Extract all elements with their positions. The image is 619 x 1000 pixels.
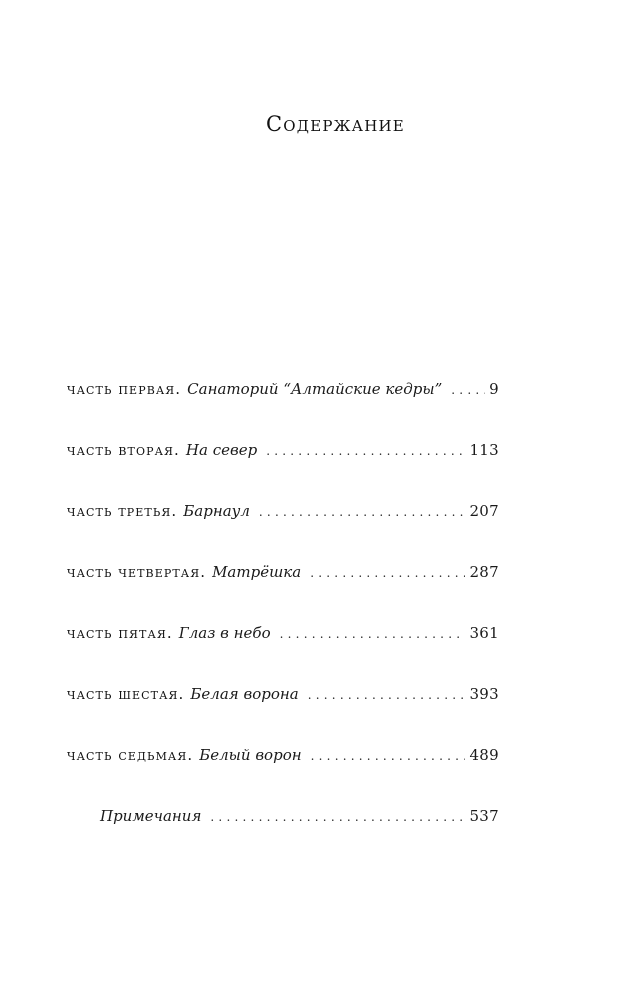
toc-entry-part-5[interactable]	[67, 614, 499, 675]
page-number: 207	[469, 502, 499, 520]
part-separator: .	[174, 441, 180, 459]
toc-entry-part-7[interactable]	[67, 736, 499, 797]
page-number: 9	[489, 380, 499, 398]
dot-leader	[266, 432, 465, 470]
page-number: 393	[469, 685, 499, 703]
part-label: часть вторая	[67, 441, 175, 459]
toc-entry-part-6[interactable]	[67, 675, 499, 736]
page-number: 489	[469, 746, 499, 764]
toc-entry-part-1[interactable]	[67, 370, 499, 431]
part-subtitle: Матрёшка	[212, 563, 302, 581]
part-separator: .	[166, 624, 173, 642]
part-subtitle: Барнаул	[183, 502, 250, 520]
page-number: 537	[469, 807, 499, 825]
dot-leader	[311, 737, 466, 775]
dot-leader	[210, 798, 465, 836]
part-subtitle: Белая ворона	[190, 685, 299, 703]
part-separator: .	[200, 563, 207, 581]
part-separator: .	[187, 746, 194, 764]
part-label: часть шестая	[67, 685, 179, 703]
part-separator: .	[175, 380, 182, 398]
toc-entry-part-4[interactable]	[67, 553, 499, 614]
toc-entry-part-3[interactable]	[67, 492, 499, 553]
toc-entry-notes[interactable]	[67, 797, 499, 858]
part-separator: .	[171, 502, 178, 520]
part-label: часть третья	[67, 502, 172, 520]
part-label: часть четвертая	[67, 563, 201, 581]
part-subtitle: Глаз в небо	[178, 624, 271, 642]
dot-leader	[451, 371, 485, 409]
dot-leader	[280, 615, 466, 653]
dot-leader	[259, 493, 466, 531]
page-number: 287	[469, 563, 499, 581]
table-of-contents	[67, 370, 499, 858]
part-separator: .	[178, 685, 185, 703]
part-label: часть седьмая	[67, 746, 188, 764]
part-subtitle: На север	[185, 441, 258, 459]
page-number: 113	[469, 441, 499, 459]
page-number: 361	[469, 624, 499, 642]
notes-label: Примечания	[100, 807, 202, 825]
toc-title: Содержание	[266, 112, 405, 136]
part-subtitle: Санаторий “Алтайские кедры”	[187, 380, 443, 398]
dot-leader	[310, 554, 465, 592]
part-label: часть первая	[67, 380, 176, 398]
toc-entry-part-2[interactable]	[67, 431, 499, 492]
part-label: часть пятая	[67, 624, 167, 642]
part-subtitle: Белый ворон	[199, 746, 302, 764]
dot-leader	[308, 676, 466, 714]
